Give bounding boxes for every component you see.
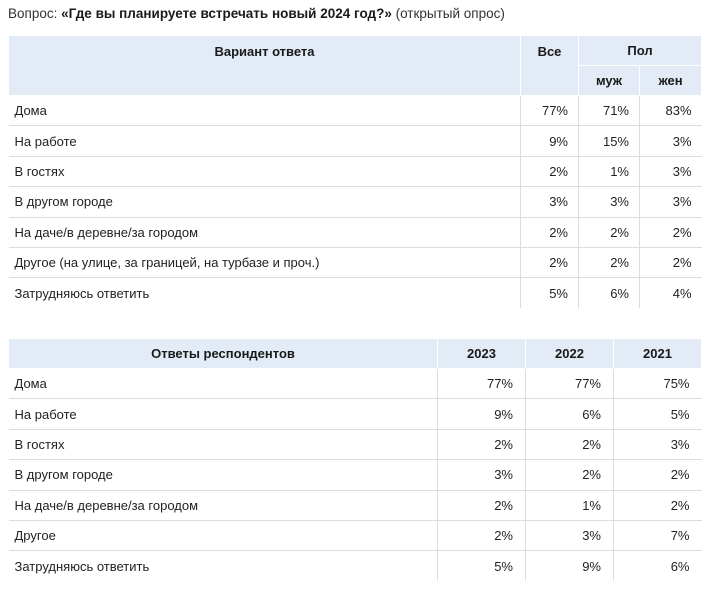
table-row xyxy=(9,520,702,550)
header-answer-variant: Вариант ответа xyxy=(9,36,521,96)
value-female: 2% xyxy=(640,217,702,247)
table-row xyxy=(9,490,702,520)
table-row xyxy=(9,156,702,186)
value-female: 3% xyxy=(640,156,702,186)
value-male: 6% xyxy=(579,278,640,308)
row-label: Дома xyxy=(9,369,438,399)
survey-question xyxy=(8,6,505,21)
value-2023: 9% xyxy=(438,399,526,429)
header-respondent-answers: Ответы респондентов xyxy=(9,339,438,369)
row-label: В другом городе xyxy=(9,187,521,217)
value-all: 5% xyxy=(521,278,579,308)
value-all: 9% xyxy=(521,126,579,156)
table-row xyxy=(9,399,702,429)
value-all: 77% xyxy=(521,96,579,126)
header-female: жен xyxy=(640,66,702,96)
results-by-sex-table xyxy=(8,35,702,308)
value-2023: 5% xyxy=(438,551,526,581)
value-female: 4% xyxy=(640,278,702,308)
value-2023: 2% xyxy=(438,520,526,550)
value-2023: 77% xyxy=(438,369,526,399)
value-all: 3% xyxy=(521,187,579,217)
value-2022: 77% xyxy=(526,369,614,399)
row-label: В гостях xyxy=(9,156,521,186)
value-2023: 2% xyxy=(438,490,526,520)
header-sex: Пол xyxy=(579,36,702,66)
row-label: Затрудняюсь ответить xyxy=(14,558,150,574)
value-male: 2% xyxy=(579,217,640,247)
value-2021: 3% xyxy=(614,429,702,459)
value-2021: 6% xyxy=(614,551,702,581)
row-label: На даче/в деревне/за городом xyxy=(9,490,438,520)
value-2022: 6% xyxy=(526,399,614,429)
row-label: В гостях xyxy=(9,429,438,459)
question-text: «Где вы планируете встречать новый 2024 год?» xyxy=(61,6,392,21)
header-male: муж xyxy=(579,66,640,96)
value-2021: 2% xyxy=(614,490,702,520)
table-row xyxy=(9,247,702,277)
table-row xyxy=(9,278,702,308)
value-2021: 7% xyxy=(614,520,702,550)
row-label: Другое xyxy=(9,520,438,550)
value-2021: 75% xyxy=(614,369,702,399)
value-all: 2% xyxy=(521,156,579,186)
value-male: 2% xyxy=(579,247,640,277)
value-all: 2% xyxy=(521,217,579,247)
value-male: 1% xyxy=(579,156,640,186)
value-female: 3% xyxy=(640,126,702,156)
header-2022: 2022 xyxy=(526,339,614,369)
table-row xyxy=(9,551,702,581)
value-2021: 2% xyxy=(614,460,702,490)
table-row xyxy=(9,460,702,490)
value-male: 3% xyxy=(579,187,640,217)
value-2023: 2% xyxy=(438,429,526,459)
row-label: На работе xyxy=(9,126,521,156)
value-2022: 2% xyxy=(526,429,614,459)
value-female: 2% xyxy=(640,247,702,277)
question-prefix: Вопрос: xyxy=(8,6,62,21)
row-label: В другом городе xyxy=(9,460,438,490)
table-row xyxy=(9,96,702,126)
value-2022: 3% xyxy=(526,520,614,550)
row-label: Дома xyxy=(9,96,521,126)
value-female: 83% xyxy=(640,96,702,126)
header-2021: 2021 xyxy=(614,339,702,369)
results-by-year-table xyxy=(8,338,702,581)
header-all: Все xyxy=(521,36,579,96)
value-female: 3% xyxy=(640,187,702,217)
table-row xyxy=(9,429,702,459)
table-row xyxy=(9,369,702,399)
table-row xyxy=(9,126,702,156)
value-2021: 5% xyxy=(614,399,702,429)
value-2022: 1% xyxy=(526,490,614,520)
value-all: 2% xyxy=(521,247,579,277)
value-2022: 2% xyxy=(526,460,614,490)
row-label: На даче/в деревне/за городом xyxy=(9,217,521,247)
value-2023: 3% xyxy=(438,460,526,490)
value-2022: 9% xyxy=(526,551,614,581)
header-2023: 2023 xyxy=(438,339,526,369)
row-label: Затрудняюсь ответить xyxy=(14,285,150,301)
question-suffix: (открытый опрос) xyxy=(391,6,505,21)
row-label: На работе xyxy=(9,399,438,429)
value-male: 71% xyxy=(579,96,640,126)
table-row xyxy=(9,217,702,247)
row-label: Другое (на улице, за границей, на турбазе и проч.) xyxy=(9,247,521,277)
value-male: 15% xyxy=(579,126,640,156)
table-row xyxy=(9,187,702,217)
